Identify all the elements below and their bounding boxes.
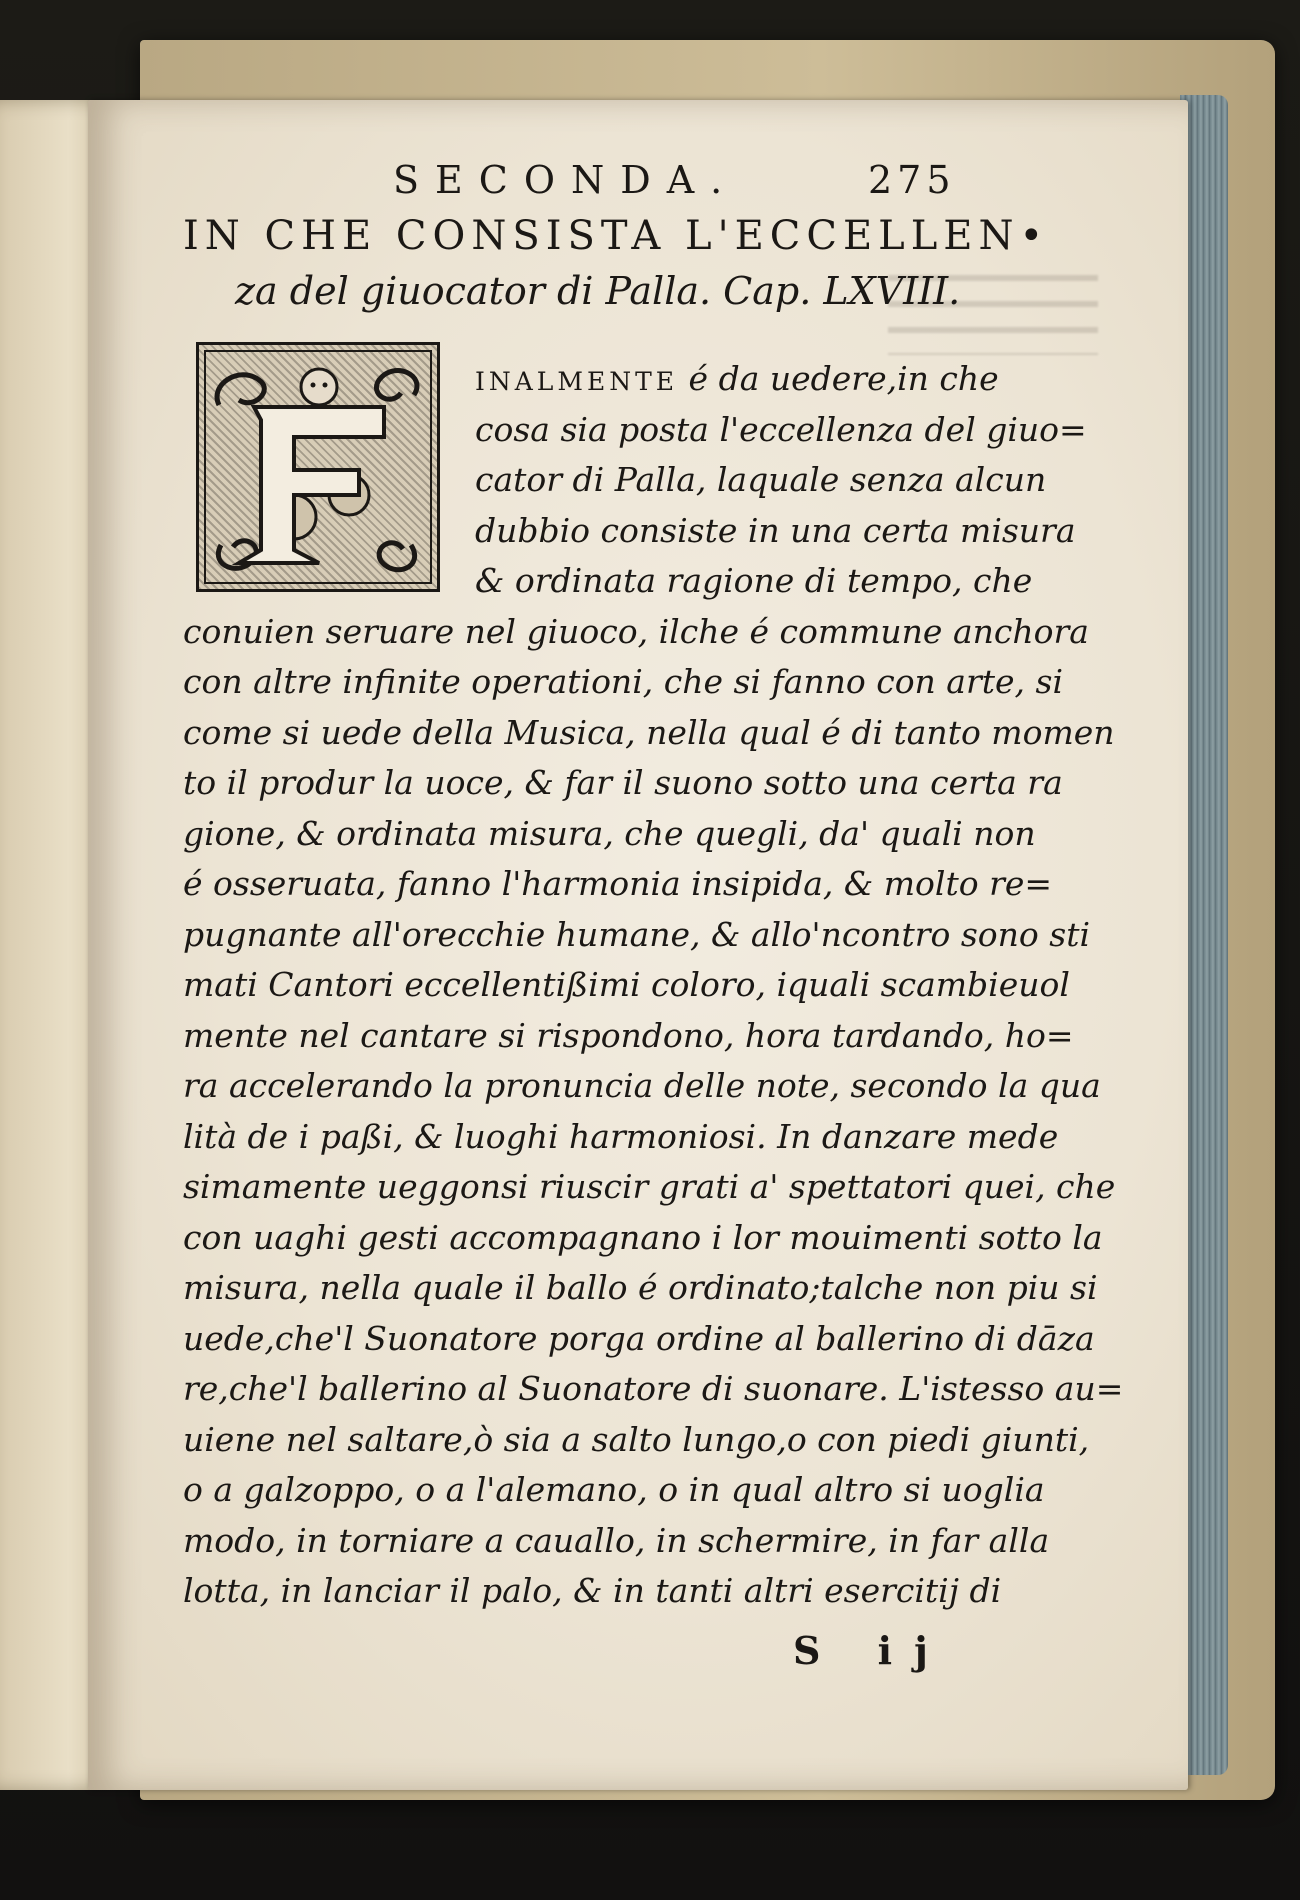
text-line: modo, in torniare a cauallo, in schermire, in far alla bbox=[183, 1520, 1050, 1560]
text-line: o a galzoppo, o a l'alemano, o in qual altro si uoglia bbox=[183, 1470, 1045, 1509]
text-line: gione, & ordinata misura, che quegli, da' quali non bbox=[183, 813, 1036, 853]
body-text bbox=[183, 354, 1124, 1617]
running-head-title: SECONDA. bbox=[393, 158, 739, 202]
text-line: lità de i paßi, & luoghi harmoniosi. In danzare mede bbox=[183, 1116, 1059, 1156]
text-line: & ordinata ragione di tempo, che bbox=[475, 561, 1033, 600]
page-number: 275 bbox=[868, 158, 956, 202]
text-line-1 bbox=[183, 354, 1113, 405]
text-line: con uaghi gesti accompagnano i lor mouimenti sotto la bbox=[183, 1217, 1103, 1257]
text-line: mati Cantori eccellentißimi coloro, iquali scambieuol bbox=[183, 965, 1070, 1004]
text-line: mente nel cantare si rispondono, hora tardando, ho= bbox=[183, 1015, 1074, 1055]
chapter-heading-line-2: za del giuocator di Palla. Cap. LXVIII. bbox=[235, 269, 961, 313]
text-line: to il produr la uoce, & far il suono sotto una certa ra bbox=[183, 763, 1063, 802]
text-line: re,che'l ballerino al Suonatore di suonare. L'istesso au= bbox=[183, 1369, 1124, 1408]
text-line: cosa sia posta l'eccellenza del giuo= bbox=[475, 409, 1087, 449]
book-page bbox=[88, 100, 1188, 1790]
signature-mark: S ij bbox=[793, 1628, 950, 1673]
running-head bbox=[88, 158, 1188, 208]
text-line: conuien seruare nel giuoco, ilche é commune anchora bbox=[183, 611, 1089, 651]
text-line: dubbio consiste in una certa misura bbox=[475, 510, 1076, 550]
text-line: uiene nel saltare,ò sia a salto lungo,o con piedi giunti, bbox=[183, 1419, 1090, 1459]
chapter-heading bbox=[183, 208, 1103, 318]
text-line: misura, nella quale il ballo é ordinato;talche non piu si bbox=[183, 1268, 1098, 1307]
text-line: lotta, in lanciar il palo, & in tanti altri esercitij di bbox=[183, 1571, 1002, 1610]
text-line: uede,che'l Suonatore porga ordine al ballerino di dāza bbox=[183, 1318, 1095, 1358]
opening-smallcaps-word: INALMENTE bbox=[475, 367, 679, 396]
text-line: con altre infinite operationi, che si fanno con arte, si bbox=[183, 662, 1064, 701]
text-line: come si uede della Musica, nella qual é di tanto momen bbox=[183, 712, 1115, 752]
text-line: pugnante all'orecchie humane, & allo'ncontro sono sti bbox=[183, 914, 1091, 954]
text-line: é osseruata, fanno l'harmonia insipida, & molto re= bbox=[183, 864, 1053, 903]
text-line: simamente ueggonsi riuscir grati a' spettatori quei, che bbox=[183, 1167, 1116, 1206]
chapter-heading-line-1: IN CHE CONSISTA L'ECCELLEN• bbox=[183, 213, 1050, 259]
text-line-1-rest: é da uedere,in che bbox=[678, 359, 999, 398]
text-line: cator di Palla, laquale senza alcun bbox=[475, 460, 1047, 499]
text-line: ra accelerando la pronuncia delle note, secondo la qua bbox=[183, 1066, 1101, 1105]
